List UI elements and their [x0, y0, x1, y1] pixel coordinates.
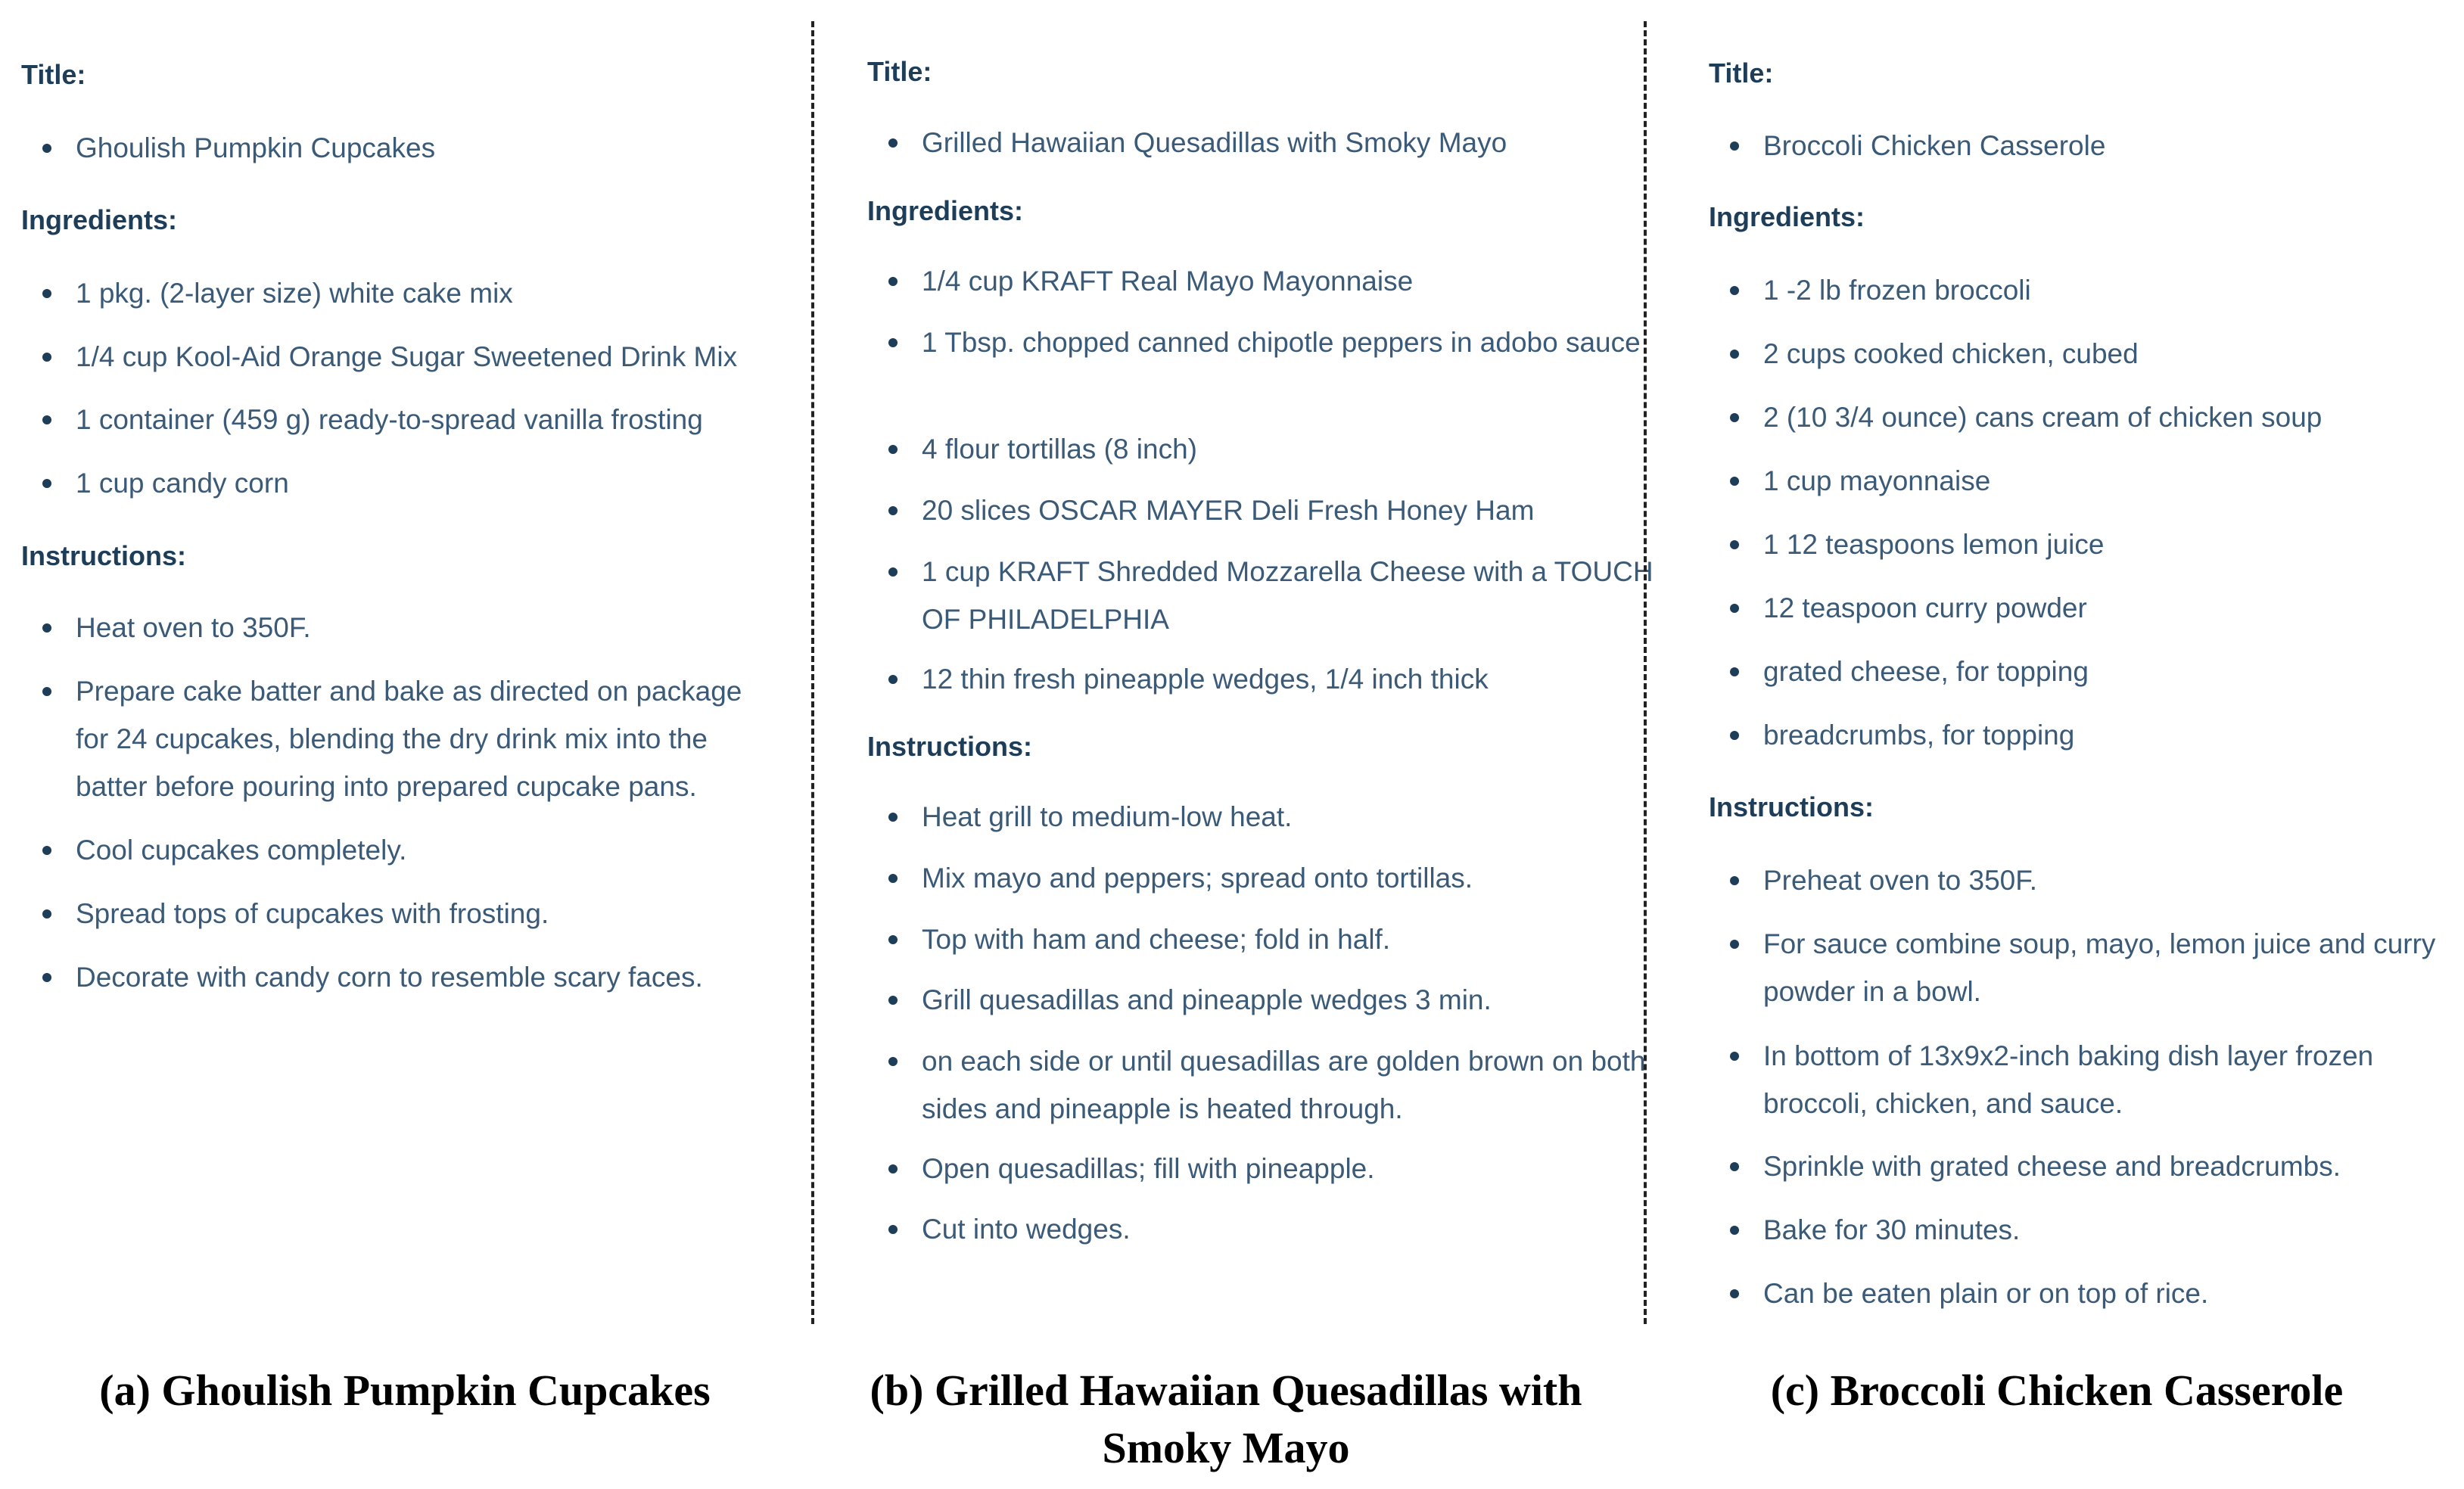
ingredient-item: 2 (10 3/4 ounce) cans cream of chicken soup [1742, 393, 2464, 441]
instruction-item: Cut into wedges. [901, 1205, 1657, 1253]
ingredients-heading: Ingredients: [1709, 201, 1865, 232]
figure-caption-b: (b) Grilled Hawaiian Quesadillas with Smoky Mayo [870, 1366, 1582, 1472]
instruction-item: Heat grill to medium-low heat. [901, 793, 1657, 841]
column-divider [1644, 21, 1647, 1324]
title-item: Ghoulish Pumpkin Cupcakes [54, 124, 781, 172]
figure-caption-a: (a) Ghoulish Pumpkin Cupcakes [99, 1366, 711, 1415]
instruction-item: In bottom of 13x9x2-inch baking dish layer frozen broccoli, chicken, and sauce. [1742, 1032, 2464, 1127]
instruction-item: Bake for 30 minutes. [1742, 1206, 2464, 1254]
ingredient-item: 1 cup mayonnaise [1742, 457, 2464, 505]
instructions-heading: Instructions: [1709, 791, 1874, 822]
ingredients-heading: Ingredients: [21, 204, 178, 235]
ingredient-item: 1 12 teaspoons lemon juice [1742, 521, 2464, 568]
instruction-item: Heat oven to 350F. [54, 604, 781, 651]
column-divider [811, 21, 814, 1324]
instructions-heading: Instructions: [21, 540, 187, 571]
title-heading: Title: [867, 56, 932, 87]
instruction-item: Prepare cake batter and bake as directed on package for 24 cupcakes, blending the dry drink mix into the batter before pouring into prepared cupcake pans. [54, 667, 781, 810]
ingredient-item: 1 pkg. (2-layer size) white cake mix [54, 269, 781, 317]
ingredient-item: 1 cup candy corn [54, 459, 781, 507]
recipe-column-b [867, 0, 1654, 1332]
ingredient-item: 12 teaspoon curry powder [1742, 584, 2464, 632]
instruction-item: on each side or until quesadillas are golden brown on both sides and pineapple is heated through. [901, 1037, 1657, 1133]
ingredient-item: 1 -2 lb frozen broccoli [1742, 266, 2464, 314]
ingredient-item: 1 Tbsp. chopped canned chipotle peppers in adobo sauce [901, 319, 1657, 366]
instruction-item: Open quesadillas; fill with pineapple. [901, 1145, 1657, 1192]
ingredient-item: 1 cup KRAFT Shredded Mozzarella Cheese with a TOUCH OF PHILADELPHIA [901, 548, 1657, 643]
instruction-item: Can be eaten plain or on top of rice. [1742, 1270, 2464, 1317]
instructions-heading: Instructions: [867, 731, 1033, 762]
ingredient-item: 1 container (459 g) ready-to-spread vanilla frosting [54, 396, 781, 443]
instruction-item: For sauce combine soup, mayo, lemon juice and curry powder in a bowl. [1742, 920, 2464, 1015]
ingredient-item: 1/4 cup KRAFT Real Mayo Mayonnaise [901, 257, 1657, 305]
ingredients-heading: Ingredients: [867, 195, 1024, 226]
instruction-item: Grill quesadillas and pineapple wedges 3 min. [901, 976, 1657, 1024]
instruction-item: Top with ham and cheese; fold in half. [901, 915, 1657, 963]
instruction-item: Sprinkle with grated cheese and breadcrumbs. [1742, 1142, 2464, 1190]
ingredient-item: grated cheese, for topping [1742, 648, 2464, 695]
ingredient-item: breadcrumbs, for topping [1742, 711, 2464, 759]
ingredient-item: 4 flour tortillas (8 inch) [901, 425, 1657, 473]
title-heading: Title: [1709, 58, 1774, 89]
instruction-item: Spread tops of cupcakes with frosting. [54, 890, 781, 937]
title-item: Broccoli Chicken Casserole [1742, 122, 2464, 169]
title-heading: Title: [21, 59, 86, 90]
ingredient-item: 2 cups cooked chicken, cubed [1742, 330, 2464, 378]
ingredient-item: 12 thin fresh pineapple wedges, 1/4 inch thick [901, 655, 1657, 703]
instruction-item: Decorate with candy corn to resemble scary faces. [54, 953, 781, 1001]
figure-caption-c: (c) Broccoli Chicken Casserole [1770, 1366, 2344, 1415]
recipe-column-a [21, 0, 778, 1332]
ingredient-item: 1/4 cup Kool-Aid Orange Sugar Sweetened Drink Mix [54, 333, 781, 381]
title-item: Grilled Hawaiian Quesadillas with Smoky Mayo [901, 119, 1657, 166]
instruction-item: Preheat oven to 350F. [1742, 856, 2464, 904]
instruction-item: Cool cupcakes completely. [54, 826, 781, 874]
instruction-item: Mix mayo and peppers; spread onto tortillas. [901, 854, 1657, 902]
recipe-column-c [1709, 0, 2450, 1332]
ingredient-item: 20 slices OSCAR MAYER Deli Fresh Honey Ham [901, 486, 1657, 534]
